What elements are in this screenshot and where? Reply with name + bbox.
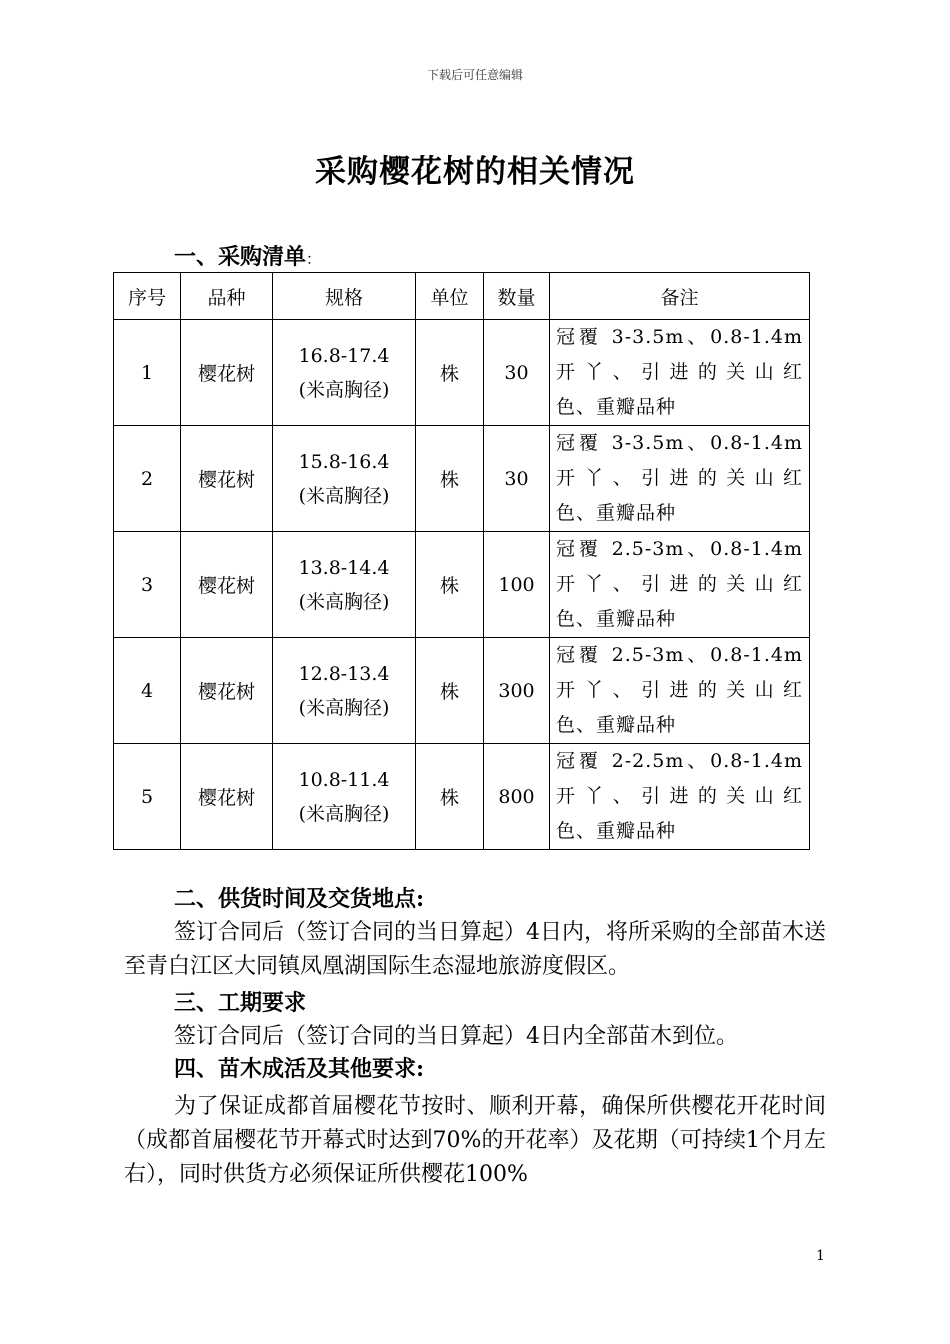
note-line: 冠覆 2-2.5m、0.8-1.4m [556, 750, 803, 772]
cell-variety: 樱花树 [181, 532, 273, 638]
column-header-note: 备注 [550, 273, 810, 320]
cell-no: 2 [114, 426, 181, 532]
header-note: 下载后可任意编辑 [426, 68, 523, 82]
section-heading-delivery: 二、供货时间及交货地点: [174, 886, 425, 912]
note-line: 开丫、引进的关山红 [556, 573, 803, 595]
cell-spec [273, 426, 416, 532]
section-heading-text: 一、采购清单 [174, 244, 307, 270]
cell-unit: 株 [416, 744, 484, 850]
delivery-paragraph: 签订合同后（签订合同的当日算起）4日内，将所采购的全部苗木送至青白江区大同镇凤凰湖国际生态湿地旅游度假区。 [124, 920, 826, 979]
cell-no: 3 [114, 532, 181, 638]
cell-spec [273, 532, 416, 638]
table-header-row [114, 273, 810, 320]
cell-unit: 株 [416, 320, 484, 426]
section-heading-schedule: 三、工期要求 [174, 990, 307, 1016]
note-line: 开丫、引进的关山红 [556, 467, 803, 489]
note-line: 开丫、引进的关山红 [556, 679, 803, 701]
spec-unit: (米高胸径) [298, 590, 390, 613]
note-line: 开丫、引进的关山红 [556, 361, 803, 383]
spec-unit: (米高胸径) [298, 802, 390, 825]
cell-qty: 300 [484, 638, 550, 744]
note-line: 色、重瓣品种 [556, 502, 677, 524]
column-header-no: 序号 [114, 273, 181, 320]
cell-variety: 樱花树 [181, 426, 273, 532]
spec-range: 15.8-16.4 [298, 450, 390, 473]
table-row [114, 744, 810, 850]
cell-spec [273, 638, 416, 744]
table-row [114, 532, 810, 638]
note-line: 冠覆 2.5-3m、0.8-1.4m [556, 538, 803, 560]
schedule-paragraph: 签订合同后（签订合同的当日算起）4日内全部苗木到位。 [174, 1024, 738, 1049]
column-header-spec: 规格 [273, 273, 416, 320]
cell-variety: 樱花树 [181, 744, 273, 850]
section-heading-colon: ： [306, 250, 322, 268]
cell-unit: 株 [416, 426, 484, 532]
spec-range: 12.8-13.4 [298, 662, 390, 685]
cell-note [550, 638, 810, 744]
note-line: 冠覆 3-3.5m、0.8-1.4m [556, 432, 803, 454]
cell-note [550, 744, 810, 850]
column-header-variety: 品种 [181, 273, 273, 320]
spec-range: 16.8-17.4 [298, 344, 390, 367]
cell-note [550, 532, 810, 638]
cell-qty: 30 [484, 426, 550, 532]
cell-note [550, 426, 810, 532]
document-title: 采购樱花树的相关情况 [315, 154, 635, 190]
note-line: 色、重瓣品种 [556, 608, 677, 630]
note-line: 开丫、引进的关山红 [556, 785, 803, 807]
cell-unit: 株 [416, 532, 484, 638]
table-row [114, 320, 810, 426]
page-number: 1 [816, 1248, 825, 1264]
note-line: 色、重瓣品种 [556, 396, 677, 418]
note-line: 冠覆 2.5-3m、0.8-1.4m [556, 644, 803, 666]
spec-range: 13.8-14.4 [298, 556, 390, 579]
spec-unit: (米高胸径) [298, 484, 390, 507]
column-header-unit: 单位 [416, 273, 484, 320]
spec-range: 10.8-11.4 [298, 768, 390, 791]
spec-unit: (米高胸径) [298, 378, 390, 401]
note-line: 冠覆 3-3.5m、0.8-1.4m [556, 326, 803, 348]
spec-unit: (米高胸径) [298, 696, 390, 719]
cell-no: 1 [114, 320, 181, 426]
note-line: 色、重瓣品种 [556, 820, 677, 842]
cell-qty: 30 [484, 320, 550, 426]
purchase-table [113, 272, 810, 850]
requirements-paragraph: 为了保证成都首届樱花节按时、顺利开幕，确保所供樱花开花时间（成都首届樱花节开幕式时达到70%的开花率）及花期（可持续1个月左右），同时供货方必须保证所供樱花100% [124, 1094, 826, 1187]
column-header-qty: 数量 [484, 273, 550, 320]
cell-variety: 樱花树 [181, 320, 273, 426]
cell-variety: 樱花树 [181, 638, 273, 744]
cell-unit: 株 [416, 638, 484, 744]
table-row [114, 638, 810, 744]
cell-note [550, 320, 810, 426]
cell-no: 5 [114, 744, 181, 850]
section-heading-requirements: 四、苗木成活及其他要求: [174, 1056, 425, 1082]
cell-spec [273, 744, 416, 850]
note-line: 色、重瓣品种 [556, 714, 677, 736]
section-heading-purchase-list [174, 242, 321, 274]
cell-spec [273, 320, 416, 426]
cell-qty: 800 [484, 744, 550, 850]
cell-qty: 100 [484, 532, 550, 638]
table-row [114, 426, 810, 532]
cell-no: 4 [114, 638, 181, 744]
